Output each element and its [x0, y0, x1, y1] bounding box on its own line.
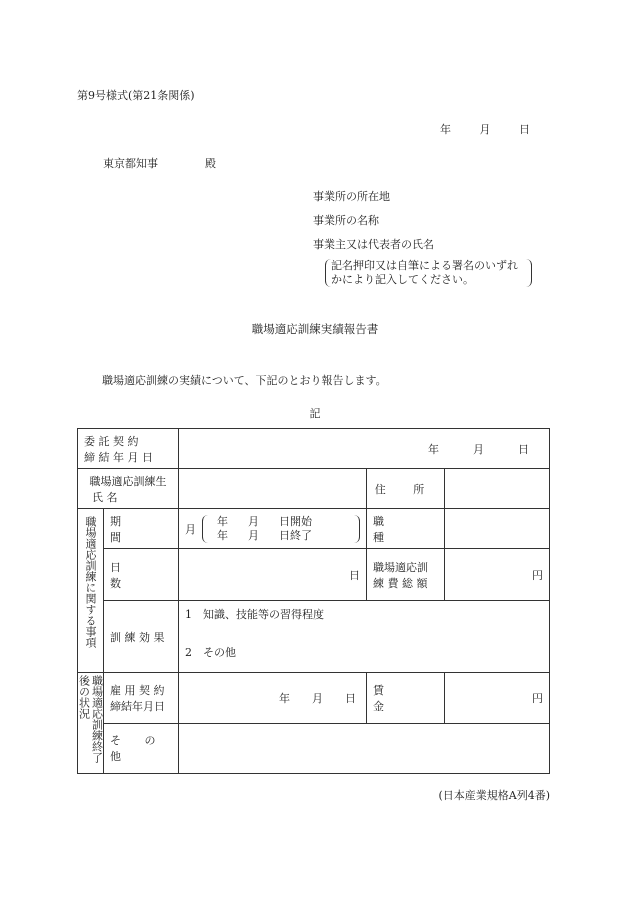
- form-number: 第9号様式(第21条関係): [77, 89, 195, 102]
- trainee-row: [78, 469, 550, 509]
- employment-label-line2: 締結年月日: [110, 699, 165, 713]
- end-month: 月: [248, 528, 259, 542]
- contract-month: 月: [473, 442, 485, 456]
- employment-year: 年: [279, 691, 290, 705]
- signature-note: 記名押印又は自筆による署名のいずれかにより記入してください。: [325, 259, 532, 287]
- period-row: [78, 509, 550, 549]
- trainee-label: [78, 469, 179, 509]
- trainee-name-value[interactable]: [179, 469, 367, 509]
- training-group-label: [78, 509, 104, 673]
- address-label: 住 所: [367, 469, 445, 509]
- period-label: 期 間: [104, 509, 179, 549]
- cost-label-line1: 職場適応訓: [373, 560, 428, 574]
- post-group-label: [78, 673, 104, 774]
- wage-value[interactable]: [445, 673, 550, 724]
- post-group-text: 職場適応訓練終了後の状況: [77, 675, 104, 763]
- wage-label: 賃 金: [367, 673, 445, 724]
- employment-day: 日: [345, 691, 356, 705]
- contract-row: [78, 429, 550, 469]
- report-date: [440, 121, 530, 137]
- contract-label-line1: 委 託 契 約: [84, 434, 139, 448]
- employment-month: 月: [312, 691, 323, 705]
- owner-name-label: 事業主又は代表者の氏名: [313, 238, 434, 251]
- wage-yen: 円: [532, 691, 544, 705]
- cost-label-line2: 練 費 総 額: [373, 576, 428, 590]
- start-month: 月: [248, 514, 259, 528]
- employment-label: [104, 673, 179, 724]
- employment-date-value[interactable]: [179, 673, 367, 724]
- training-group-text: 職場適応訓練に関する事項: [84, 515, 97, 648]
- end-year: 年: [217, 528, 228, 542]
- address-value[interactable]: [445, 469, 550, 509]
- report-table: [77, 428, 550, 774]
- end-day: 日終了: [279, 528, 312, 542]
- office-location-label: 事業所の所在地: [313, 190, 390, 203]
- occupation-value[interactable]: [445, 509, 550, 549]
- employment-label-line1: 雇 用 契 約: [110, 683, 165, 697]
- occupation-label: 職 種: [367, 509, 445, 549]
- document-title: 職場適応訓練実績報告書: [251, 322, 379, 336]
- intro-text: 職場適応訓練の実績について、下記のとおり報告します。: [102, 374, 387, 387]
- day-label: 日: [519, 123, 530, 136]
- contract-date-label: [78, 429, 179, 469]
- cost-yen: 円: [532, 568, 544, 582]
- other-label: そ の 他: [104, 723, 179, 774]
- year-label: 年: [440, 123, 451, 136]
- period-value[interactable]: [179, 509, 367, 549]
- other-row: [78, 723, 550, 774]
- effect-item-2: 2 その他: [185, 646, 236, 659]
- effect-item-1: 1 知識、技能等の習得程度: [185, 608, 324, 621]
- start-year: 年: [217, 514, 228, 528]
- addressee: 東京都知事: [103, 157, 158, 170]
- employment-row: [78, 673, 550, 724]
- month-label: 月: [479, 123, 491, 136]
- effect-row: [78, 601, 550, 673]
- cost-label: [367, 549, 445, 601]
- office-name-label: 事業所の名称: [313, 214, 379, 227]
- cost-value[interactable]: [445, 549, 550, 601]
- honorific: 殿: [205, 157, 216, 170]
- contract-date-value[interactable]: [179, 429, 550, 469]
- contract-label-line2: 締 結 年 月 日: [84, 450, 153, 464]
- start-day: 日開始: [279, 514, 312, 528]
- trainee-label-line1: 職場適応訓練生: [89, 474, 167, 488]
- paper-size-note: (日本産業規格A列4番): [438, 789, 550, 802]
- effect-label: 訓 練 効 果: [104, 601, 179, 673]
- days-row: [78, 549, 550, 601]
- days-value[interactable]: [179, 549, 367, 601]
- contract-year: 年: [428, 442, 440, 456]
- other-value[interactable]: [179, 723, 550, 774]
- effect-value[interactable]: [179, 601, 550, 673]
- period-month: 月: [185, 522, 196, 536]
- days-label: 日 数: [104, 549, 179, 601]
- trainee-label-line2: 氏 名: [92, 490, 118, 504]
- period-bracket: [202, 515, 360, 543]
- days-unit: 日: [349, 568, 360, 582]
- contract-day: 日: [518, 442, 530, 456]
- ki-heading: 記: [309, 407, 321, 420]
